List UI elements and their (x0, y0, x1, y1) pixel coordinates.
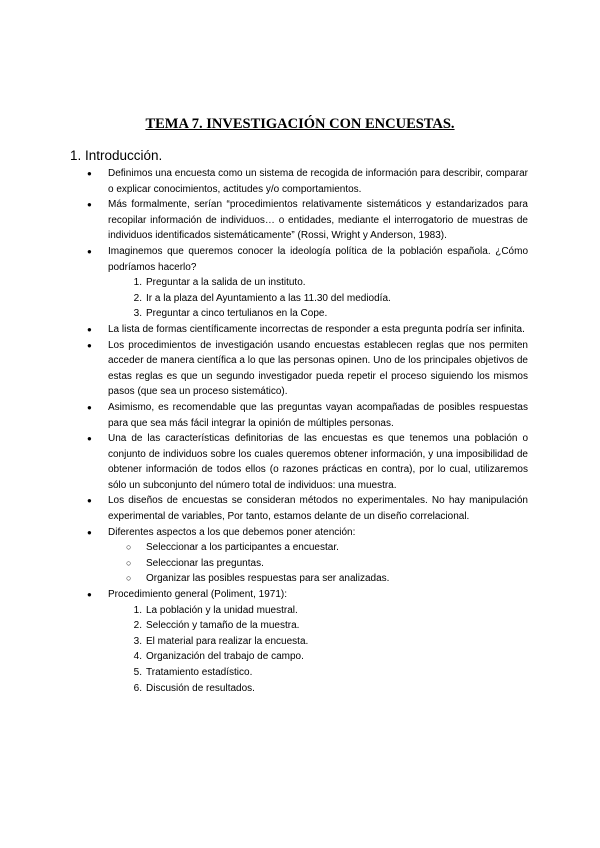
list-item: 3. Preguntar a cinco tertulianos en la Cope. (133, 308, 328, 320)
list-item: 1. Preguntar a la salida de un instituto. (133, 277, 306, 289)
list-item: ● Los diseños de encuestas se consideran métodos no experimentales. No hay manipulación experimental de variables, Por tanto, estamos delante de un diseño correlacional. (108, 493, 528, 524)
procedure-steps-list (108, 603, 528, 697)
list-item: ○ Seleccionar a los participantes a encuestar. (146, 540, 528, 556)
section-heading: 1. Introducción. (70, 148, 163, 163)
list-item: 3. El material para realizar la encuesta. (133, 635, 309, 647)
bullet-list (108, 166, 528, 696)
list-item: ● Más formalmente, serían “procedimientos relativamente sistemáticos y estandarizados para recopilar información de individuos… o entidades, mediante el interrogatorio de muestras de individuos identificados sistemáticamente” (Rossi, Wright y Anderson, 1983). (108, 197, 528, 244)
page-title: TEMA 7. INVESTIGACIÓN CON ENCUESTAS. (145, 116, 455, 132)
list-item: ● Definimos una encuesta como un sistema de recogida de información para describir, comparar o explicar conocimientos, actitudes y/o comportamientos. (108, 166, 528, 197)
list-item: 2. Ir a la plaza del Ayuntamiento a las 11.30 del mediodía. (133, 292, 391, 304)
list-item: ● Una de las características definitorias de las encuestas es que tenemos una población o conjunto de individuos sobre los cuales queremos obtener información, y una imposibilidad de obtener información de todos ellos (o razones prácticas en contra), por lo cual, utilizaremos sólo un subconjunto del número total de individuos: una muestra. (108, 431, 528, 493)
list-item: ● Asimismo, es recomendable que las preguntas vayan acompañadas de posibles respuestas para que sea más fácil integrar la opinión de múltiples personas. (108, 400, 528, 431)
list-item: ● Los procedimientos de investigación usando encuestas establecen reglas que nos permiten acceder de manera científica a lo que las personas opinen. Uno de los principales objetivos de estas reglas es que un segundo investigador pueda repetir el proceso siguiendo los mismos pasos (que sea un proceso sistemático). (108, 338, 528, 400)
list-item: 5. Tratamiento estadístico. (133, 667, 253, 678)
list-item: 4. Organización del trabajo de campo. (133, 651, 304, 663)
list-item: 2. Selección y tamaño de la muestra. (133, 620, 300, 632)
list-item: ● Procedimiento general (Poliment, 1971): 1. La población y la unidad muestral. 2. Selección y tamaño de la muestra. 3. El material para realizar la encuesta. 4. Organización del trabajo de campo. 5. Tratamiento estadístico. 6. Discusión de resultados. (108, 587, 528, 696)
list-item: ○ Seleccionar las preguntas. (146, 556, 528, 572)
list-item: 1. La población y la unidad muestral. (133, 604, 298, 616)
list-item: ○ Organizar las posibles respuestas para ser analizadas. (146, 571, 528, 587)
list-item: ● La lista de formas científicamente incorrectas de responder a esta pregunta podría ser infinita. (108, 322, 528, 338)
examples-list (108, 275, 528, 322)
aspects-list (108, 540, 528, 587)
list-item: ● Diferentes aspectos a los que debemos poner atención: ○ Seleccionar a los participantes a encuestar. ○ Seleccionar las preguntas. ○ Organizar las posibles respuestas para ser analizadas. (108, 525, 528, 587)
list-item: ● Imaginemos que queremos conocer la ideología política de la población española. ¿Cómo podríamos hacerlo? 1. Preguntar a la salida de un instituto. 2. Ir a la plaza del Ayuntamiento a las 11.30 del mediodía. 3. Preguntar a cinco tertulianos en la Cope. (108, 244, 528, 322)
list-item: 6. Discusión de resultados. (133, 682, 255, 694)
